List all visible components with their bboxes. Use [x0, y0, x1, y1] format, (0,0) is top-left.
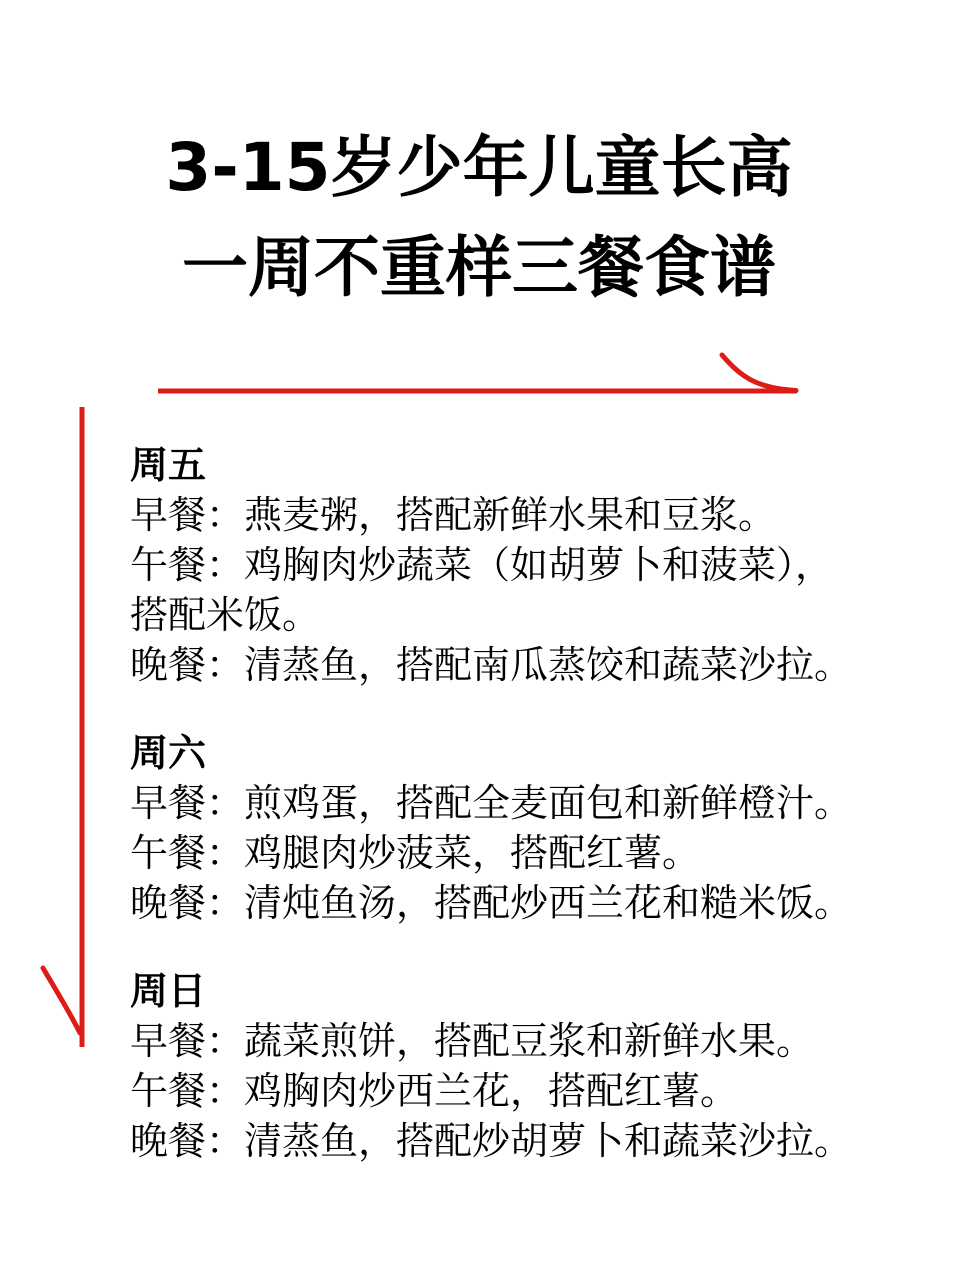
meal-line: 晚餐：清蒸鱼，搭配南瓜蒸饺和蔬菜沙拉。	[130, 643, 853, 687]
meal-line: 早餐：燕麦粥，搭配新鲜水果和豆浆。	[130, 493, 777, 537]
day-section	[130, 728, 890, 928]
title-underline-hook-icon	[722, 355, 796, 391]
left-accent-hook-icon	[43, 968, 80, 1033]
page-title-line2: 一周不重样三餐食谱	[182, 229, 776, 306]
meal-line: 早餐：煎鸡蛋，搭配全麦面包和新鲜橙汁。	[130, 781, 853, 825]
meal-plan-content	[130, 440, 890, 1166]
day-heading: 周五	[130, 443, 207, 487]
meal-line: 晚餐：清蒸鱼，搭配炒胡萝卜和蔬菜沙拉。	[130, 1119, 853, 1163]
page-title-line1: 3-15岁少年儿童长高	[165, 129, 793, 206]
day-heading: 周日	[130, 969, 207, 1013]
day-section	[130, 966, 890, 1166]
day-heading: 周六	[130, 731, 207, 775]
meal-line: 晚餐：清炖鱼汤，搭配炒西兰花和糙米饭。	[130, 881, 853, 925]
meal-line: 午餐：鸡腿肉炒菠菜，搭配红薯。	[130, 831, 701, 875]
meal-line: 午餐：鸡胸肉炒蔬菜（如胡萝卜和菠菜），	[130, 543, 834, 587]
day-section	[130, 440, 890, 690]
page-title	[0, 118, 958, 318]
meal-line: 早餐：蔬菜煎饼，搭配豆浆和新鲜水果。	[130, 1019, 815, 1063]
meal-line: 搭配米饭。	[130, 593, 321, 637]
meal-line: 午餐：鸡胸肉炒西兰花，搭配红薯。	[130, 1069, 739, 1113]
